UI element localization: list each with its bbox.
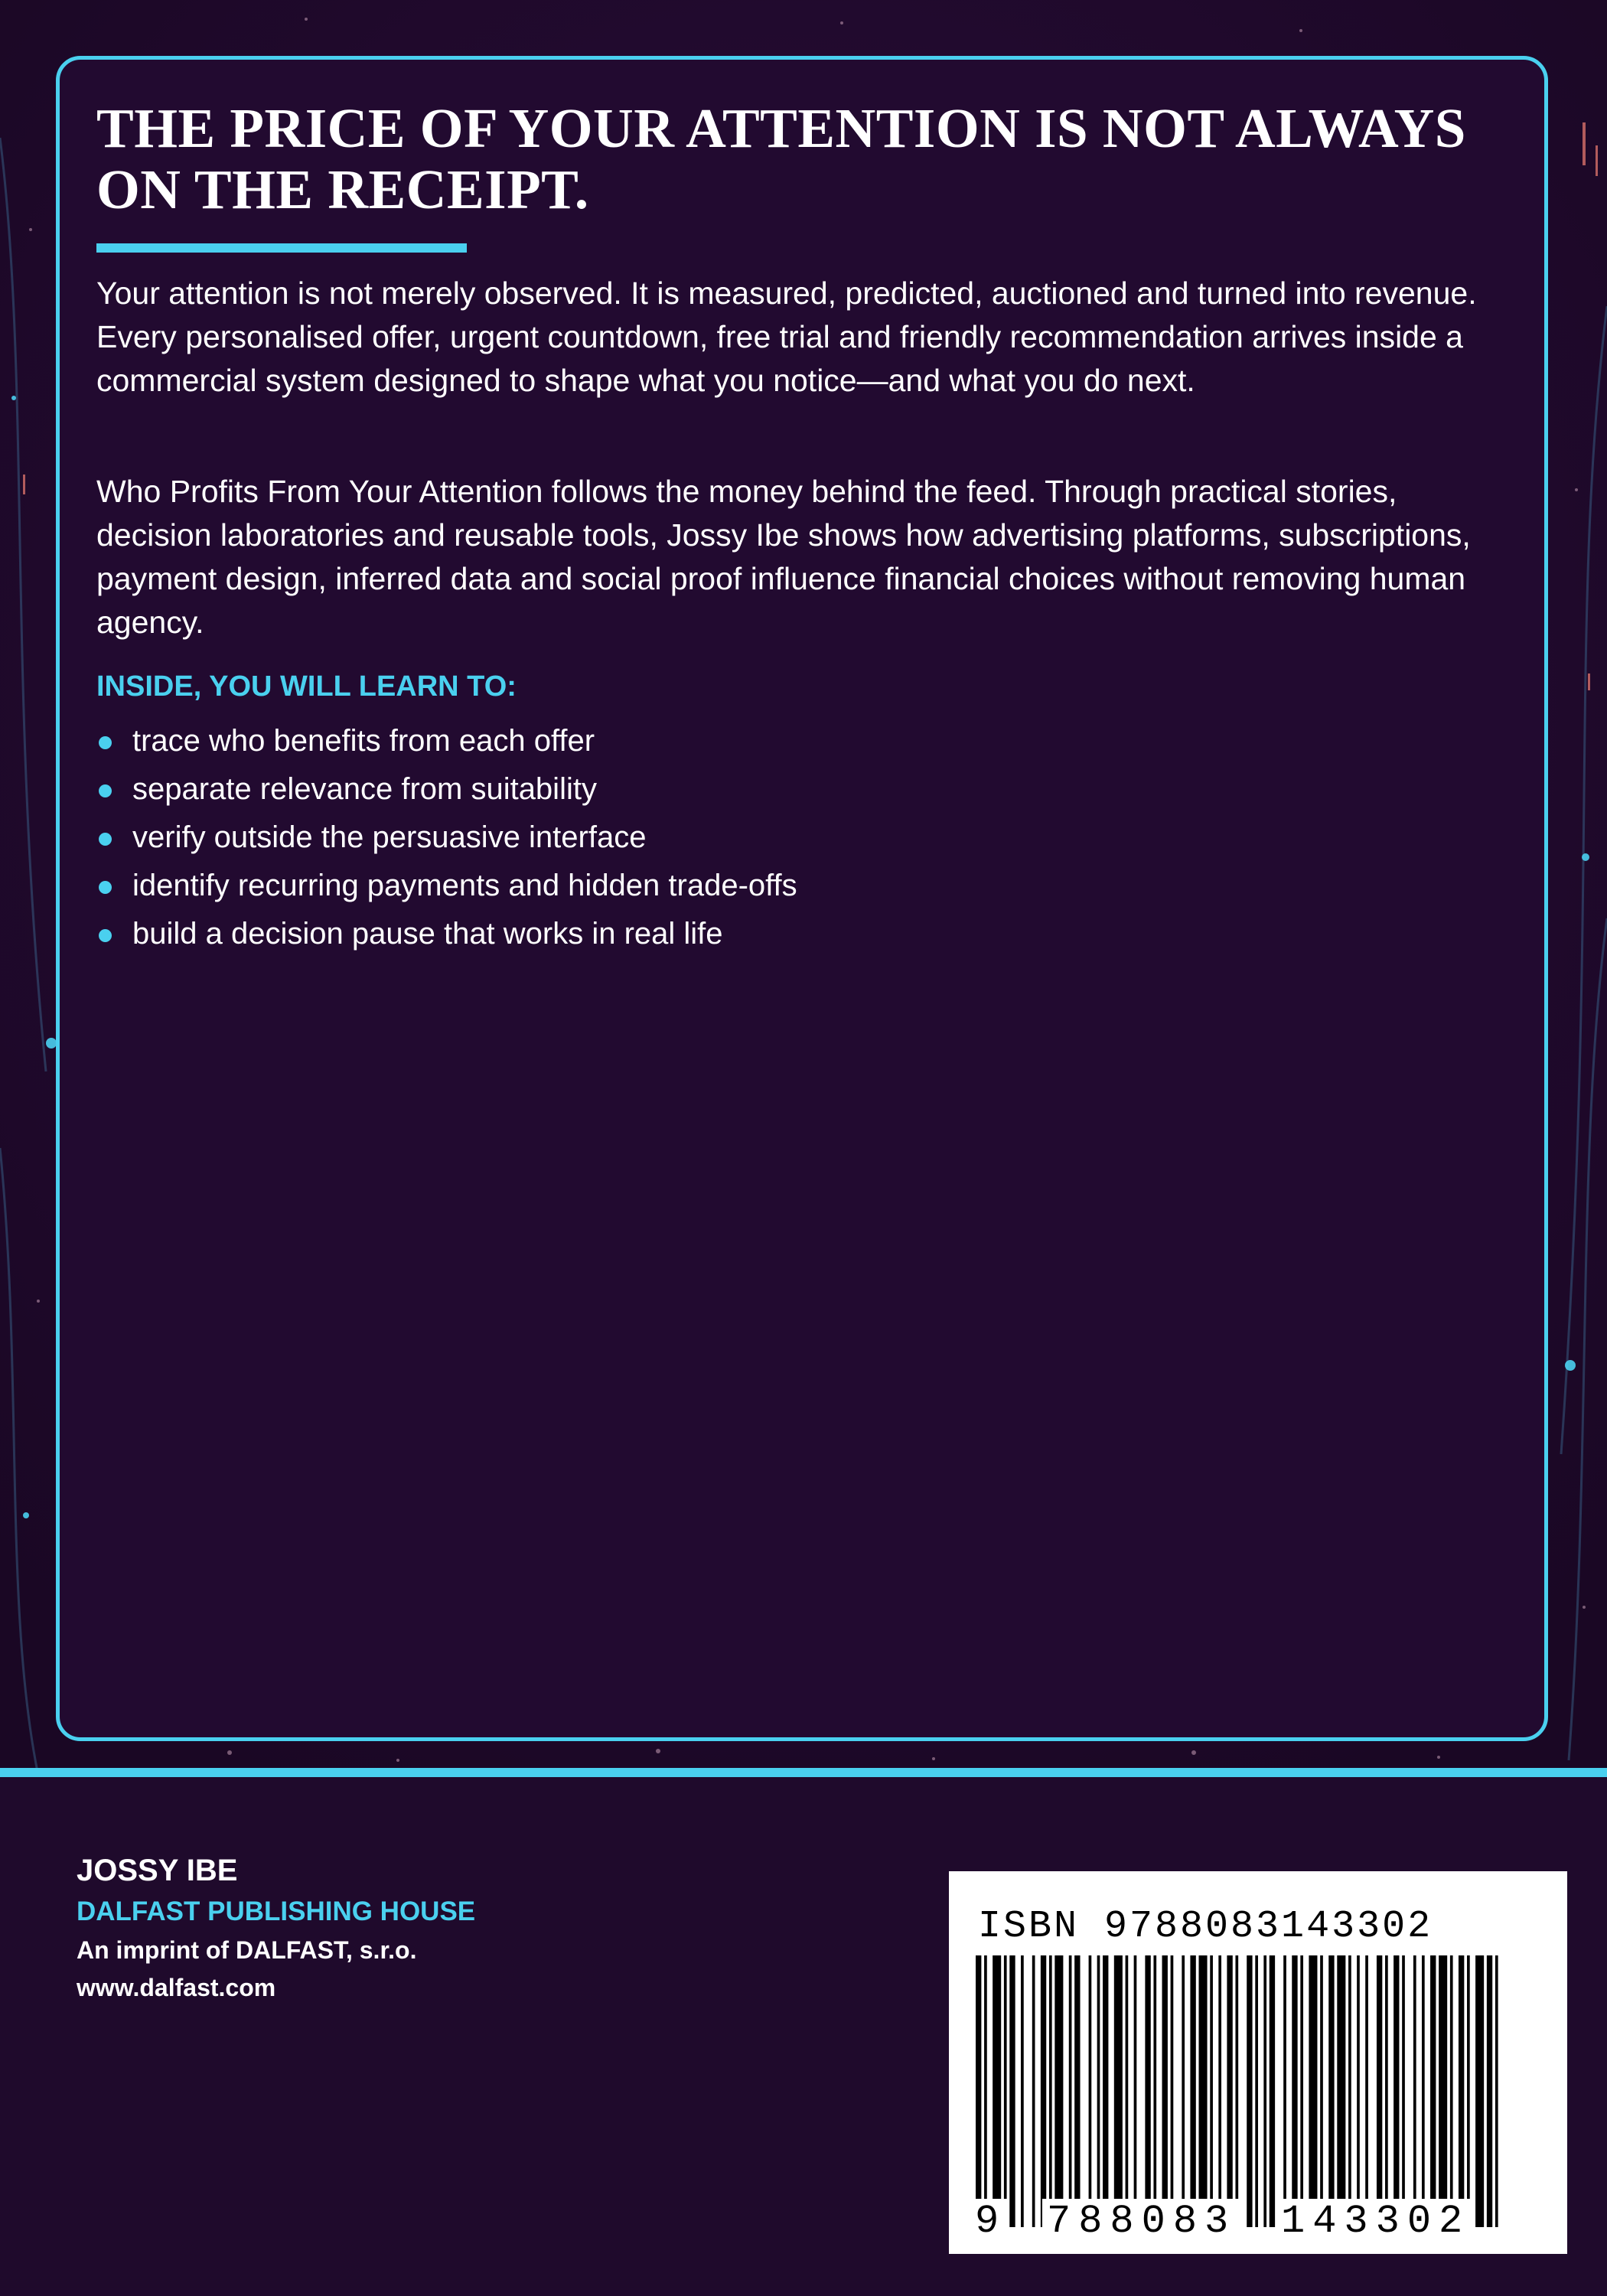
learn-item-text: verify outside the persuasive interface xyxy=(132,820,647,854)
learn-list-item xyxy=(96,718,797,766)
bullet-dot-icon xyxy=(99,929,112,942)
bullet-dot-icon xyxy=(99,784,112,797)
bullet-dot-icon xyxy=(99,736,112,749)
learn-item-text: separate relevance from suitability xyxy=(132,772,597,806)
learn-item-text: trace who benefits from each offer xyxy=(132,724,595,758)
description-paragraph-2: Who Profits From Your Attention follows the money behind the feed. Through practical stories, decision laboratories and reusable tools, Jossy Ibe shows how advertising platforms, subscriptions, payment design, inferred data and social proof influence financial choices without removing human agency. xyxy=(96,474,1471,640)
learn-list-item xyxy=(96,911,797,959)
learn-item-text: identify recurring payments and hidden trade-offs xyxy=(132,869,797,902)
learn-list-item xyxy=(96,863,797,911)
barcode-right-digits: 143302 xyxy=(1276,2199,1475,2245)
imprint-line: An imprint of DALFAST, s.r.o. xyxy=(77,1936,417,1964)
learn-list-item xyxy=(96,814,797,863)
description-paragraph-1: Your attention is not merely observed. It is measured, predicted, auctioned and turned into revenue. Every personalised offer, urgent countdown, free trial and friendly recommendation arrives inside a commercial system designed to shape what you notice—and what you do next. xyxy=(96,276,1477,398)
website-link[interactable]: www.dalfast.com xyxy=(77,1974,276,2001)
isbn-label: ISBN 9788083143302 xyxy=(978,1905,1433,1949)
learn-list-item xyxy=(96,766,797,814)
footer-divider xyxy=(0,1768,1607,1777)
author-name: JOSSY IBE xyxy=(77,1854,238,1887)
headline-underline xyxy=(96,243,467,253)
bullet-dot-icon xyxy=(99,881,112,894)
bullet-dot-icon xyxy=(99,833,112,846)
barcode-left-digits: 788083 xyxy=(1042,2199,1240,2245)
learn-item-text: build a decision pause that works in real life xyxy=(132,917,723,951)
headline: THE PRICE OF YOUR ATTENTION IS NOT ALWAYS ON THE RECEIPT. xyxy=(96,97,1466,220)
learn-list xyxy=(96,718,797,959)
barcode-bars-icon xyxy=(976,1955,1504,2227)
barcode-first-digit: 9 xyxy=(972,2199,1009,2245)
learn-heading: INSIDE, YOU WILL LEARN TO: xyxy=(96,670,517,703)
publisher-name: DALFAST PUBLISHING HOUSE xyxy=(77,1896,476,1926)
